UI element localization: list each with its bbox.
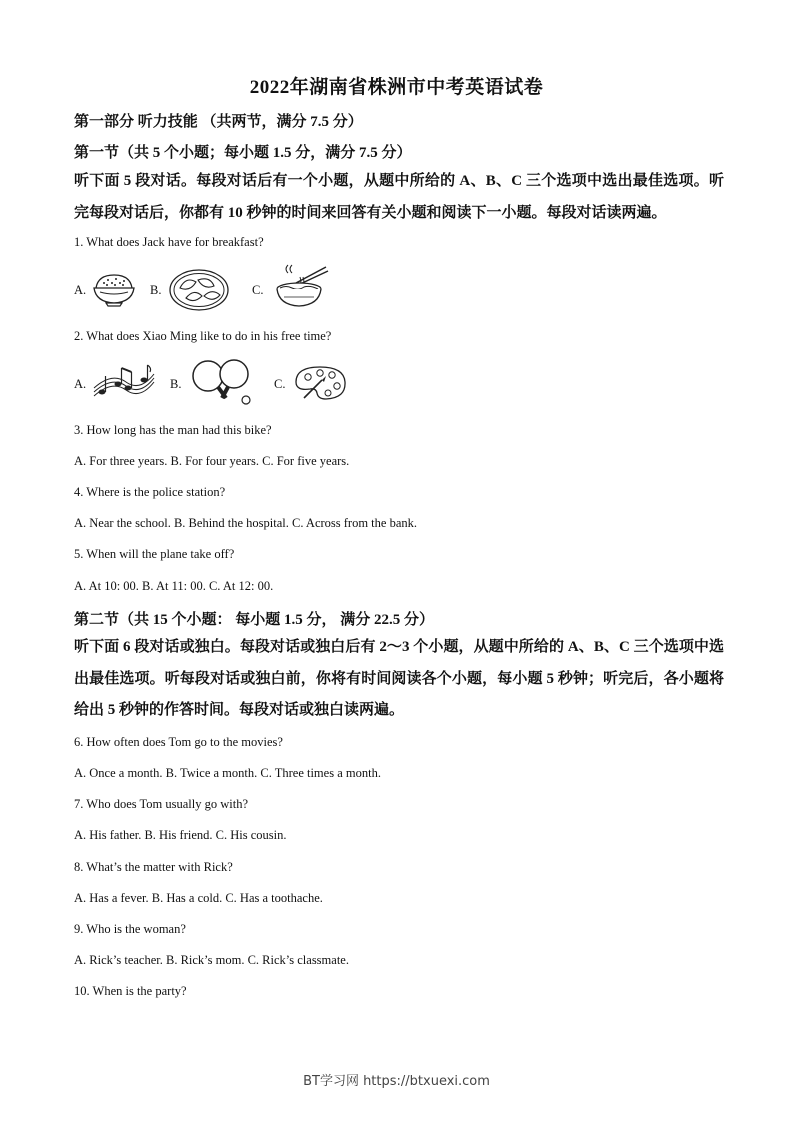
q1-option-b-label: B. [150,283,162,297]
question-4: 4. Where is the police station? [74,485,226,499]
question-7-options: A. His father. B. His friend. C. His cousin. [74,828,287,842]
question-10: 10. When is the party? [74,984,187,998]
q1-option-c-label: C. [252,283,264,297]
question-5-options: A. At 10: 00. B. At 11: 00. C. At 12: 00. [74,579,274,593]
question-4-options: A. Near the school. B. Behind the hospital. C. Across from the bank. [74,516,417,530]
q1-option-a-label: A. [74,283,87,297]
question-8-options: A. Has a fever. B. Has a cold. C. Has a toothache. [74,891,323,905]
question-9-options: A. Rick’s teacher. B. Rick’s mom. C. Rick’s classmate. [74,953,349,967]
question-3-options: A. For three years. B. For four years. C. For five years. [74,454,350,468]
question-1: 1. What does Jack have for breakfast? [74,235,264,249]
q2-option-a-label: A. [74,377,87,391]
dumplings-plate-icon [168,268,230,312]
section1-instructions: 听下面 5 段对话。每段对话后有一个小题，从题中所给的 A、B、C 三个选项中选出最佳选项。听完每段对话后，你都有 10 秒钟的时间来回答有关小题和阅读下一小题。每段对话读两遍。 [74,173,724,221]
ping-pong-paddles-icon [188,358,256,408]
part1-heading: 第一部分 听力技能 （共两节，满分 7.5 分） [74,114,363,130]
question-5: 5. When will the plane take off? [74,547,235,561]
page-title: 2022年湖南省株洲市中考英语试卷 [249,77,544,98]
section2-heading: 第二节（共 15 个小题： 每小题 1.5 分， 满分 22.5 分） [74,612,435,628]
question-6-options: A. Once a month. B. Twice a month. C. Three times a month. [74,766,381,780]
q2-option-b-label: B. [170,377,182,391]
question-7: 7. Who does Tom usually go with? [74,797,248,811]
question-3: 3. How long has the man had this bike? [74,423,272,437]
question-8: 8. What’s the matter with Rick? [74,860,233,874]
rice-bowl-icon [92,272,136,308]
question-6: 6. How often does Tom go to the movies? [74,735,283,749]
question-9: 9. Who is the woman? [74,922,186,936]
music-notes-icon [92,362,156,402]
paint-palette-icon [292,364,348,402]
footer-watermark[interactable]: BT学习网 https://btxuexi.com [303,1074,490,1089]
q2-option-c-label: C. [274,377,286,391]
question-2: 2. What does Xiao Ming like to do in his free time? [74,329,332,343]
section1-heading: 第一节（共 5 个小题；每小题 1.5 分，满分 7.5 分） [74,145,412,161]
noodles-bowl-icon [270,263,330,311]
section2-instructions: 听下面 6 段对话或独白。每段对话或独白后有 2～3 个小题，从题中所给的 A、B、C 三个选项中选出最佳选项。听每段对话或独白前，你将有时间阅读各个小题，每小题 5 秒钟；听完后，各小题将给出 5 秒钟的作答时间。每段对话或独白读两遍。 [74,639,724,718]
